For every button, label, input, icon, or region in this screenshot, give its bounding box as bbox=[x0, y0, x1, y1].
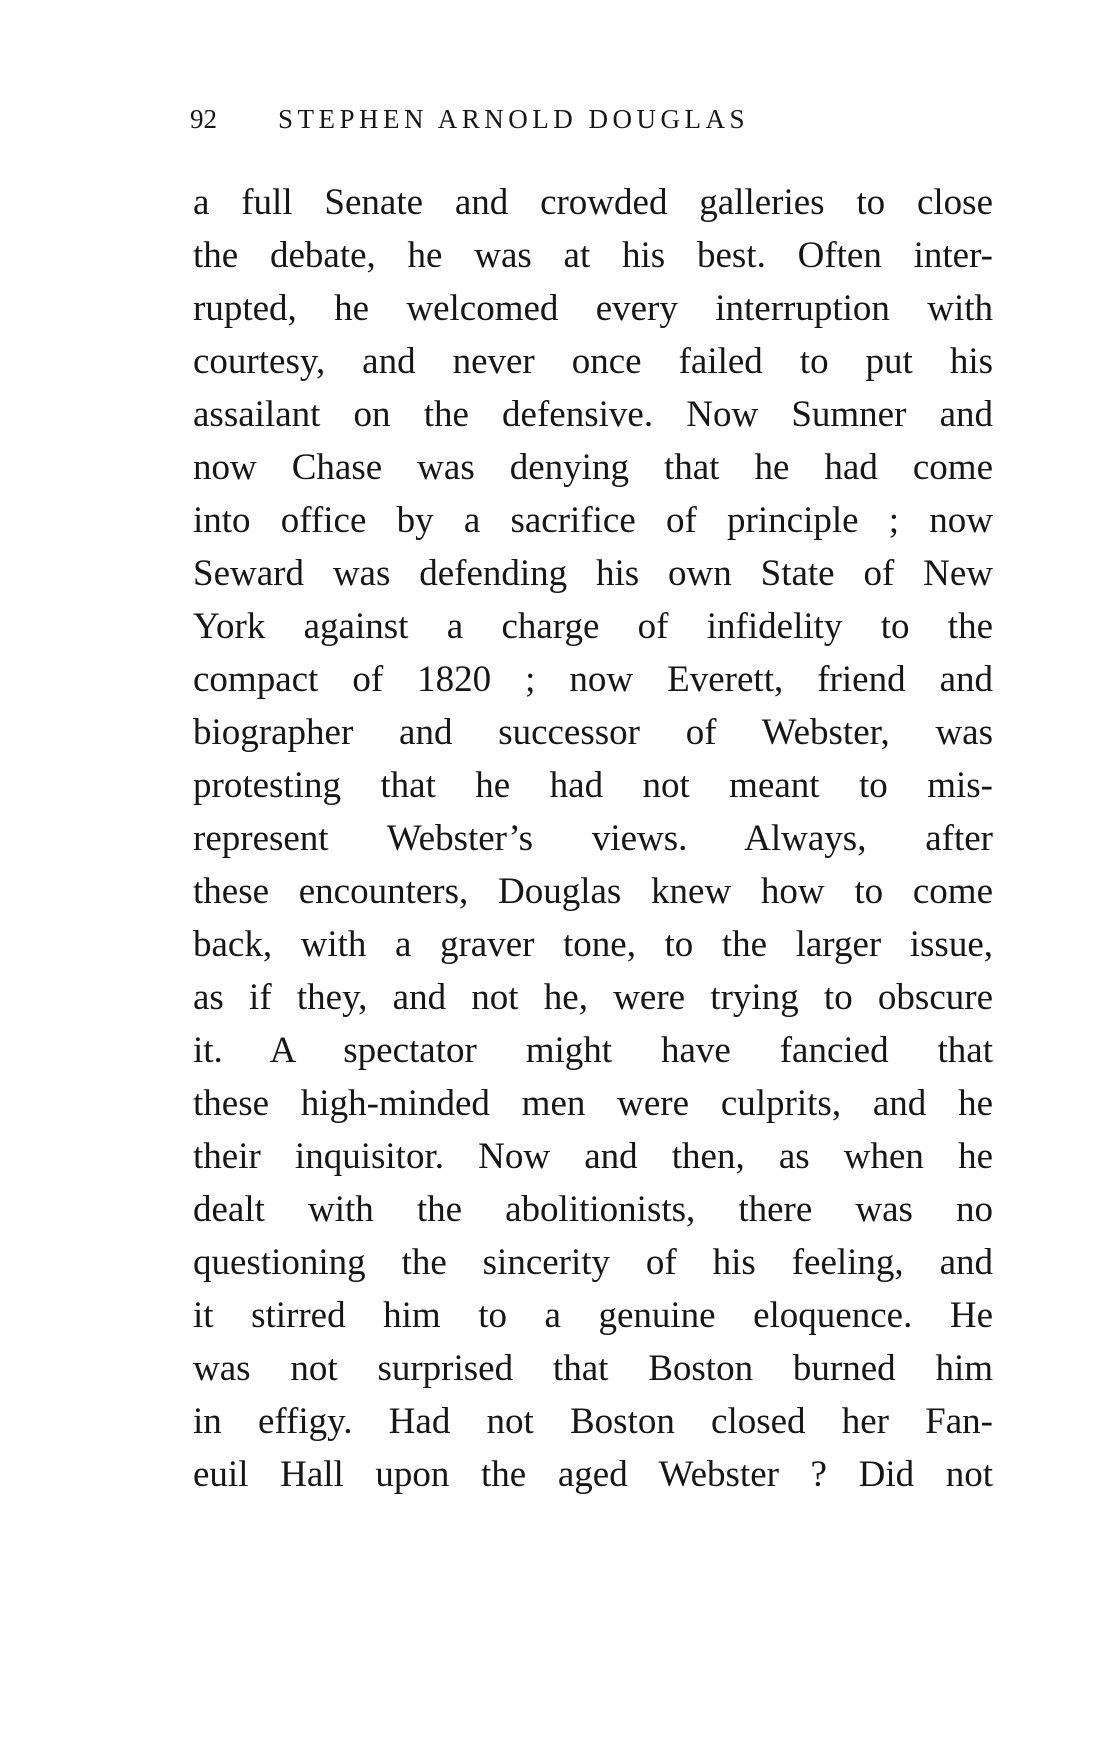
text-line: euil Hall upon the aged Webster ? Did not bbox=[193, 1454, 993, 1495]
text-line: into office by a sacrifice of principle ; now bbox=[193, 500, 993, 541]
running-head bbox=[190, 104, 990, 144]
text-line: dealt with the abolitionists, there was no bbox=[193, 1189, 993, 1230]
text-line: compact of 1820 ; now Everett, friend and bbox=[193, 659, 993, 700]
text-line: York against a charge of infidelity to the bbox=[193, 606, 993, 647]
book-title: STEPHEN ARNOLD DOUGLAS bbox=[278, 104, 750, 134]
text-line: protesting that he had not meant to mis- bbox=[193, 765, 993, 806]
text-line: it. A spectator might have fancied that bbox=[193, 1030, 993, 1071]
body-text bbox=[193, 176, 993, 1501]
text-line: their inquisitor. Now and then, as when he bbox=[193, 1136, 993, 1177]
text-line: represent Webster’s views. Always, after bbox=[193, 818, 993, 859]
text-line: assailant on the defensive. Now Sumner and bbox=[193, 394, 993, 435]
text-line: these encounters, Douglas knew how to come bbox=[193, 871, 993, 912]
text-line: these high-minded men were culprits, and he bbox=[193, 1083, 993, 1124]
text-line: now Chase was denying that he had come bbox=[193, 447, 993, 488]
text-line: Seward was defending his own State of New bbox=[193, 553, 993, 594]
text-line: it stirred him to a genuine eloquence. He bbox=[193, 1295, 993, 1336]
page-number: 92 bbox=[190, 104, 217, 134]
text-line: in effigy. Had not Boston closed her Fan- bbox=[193, 1401, 993, 1442]
text-line: courtesy, and never once failed to put his bbox=[193, 341, 993, 382]
text-line: biographer and successor of Webster, was bbox=[193, 712, 993, 753]
text-line: questioning the sincerity of his feeling, and bbox=[193, 1242, 993, 1283]
text-line: rupted, he welcomed every interruption with bbox=[193, 288, 993, 329]
text-line: the debate, he was at his best. Often inter- bbox=[193, 235, 993, 276]
text-line: as if they, and not he, were trying to obscure bbox=[193, 977, 993, 1018]
text-line: a full Senate and crowded galleries to close bbox=[193, 182, 993, 223]
text-line: back, with a graver tone, to the larger issue, bbox=[193, 924, 993, 965]
text-line: was not surprised that Boston burned him bbox=[193, 1348, 993, 1389]
